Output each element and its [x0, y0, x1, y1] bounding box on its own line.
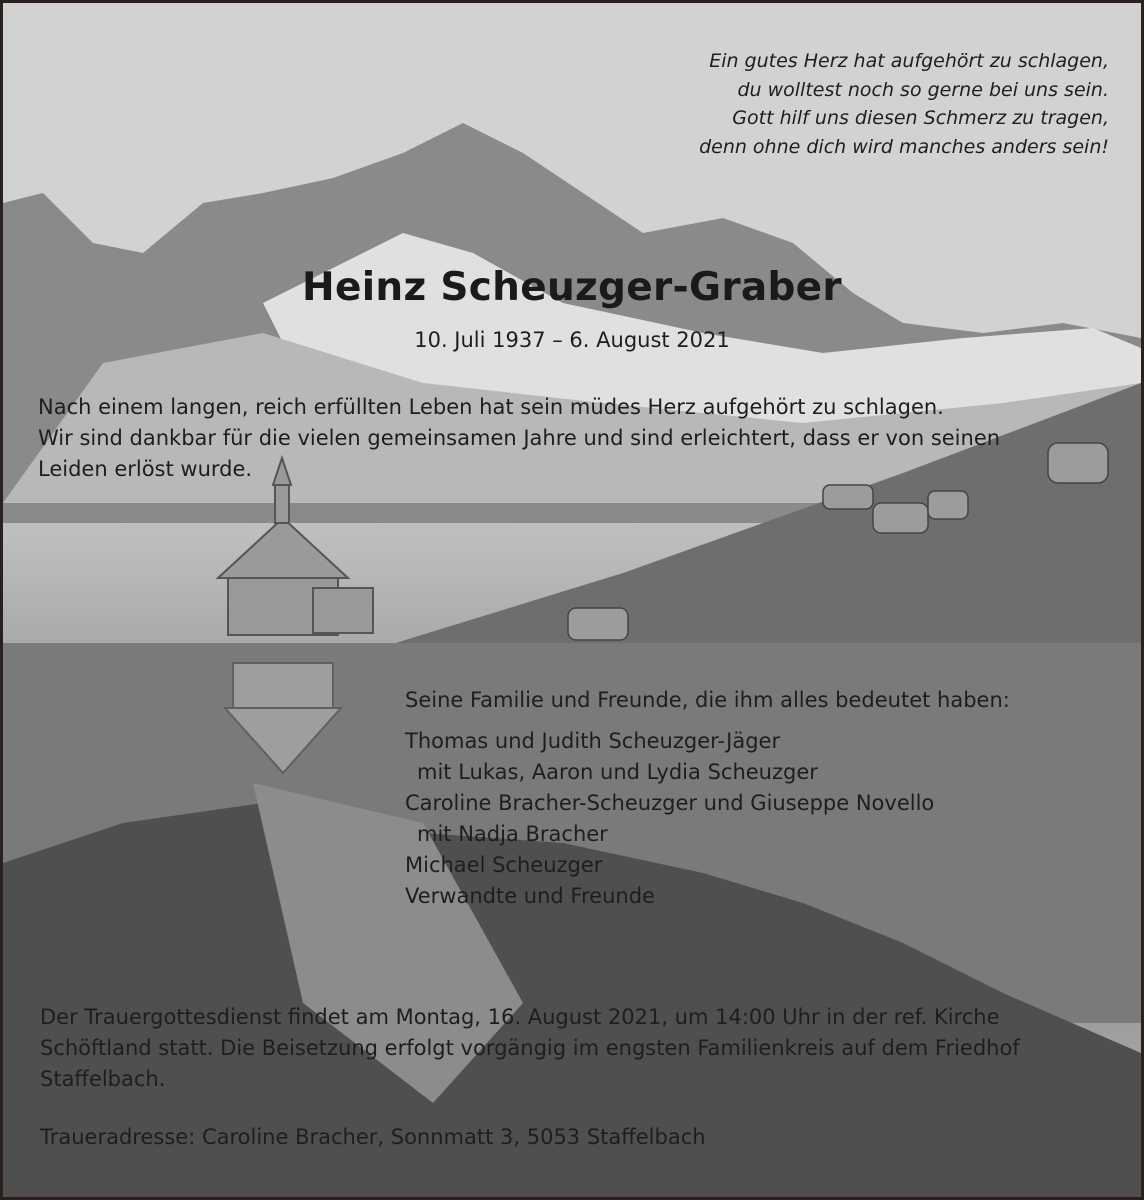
service-line: Staffelbach.	[40, 1067, 166, 1091]
family-member: Michael Scheuzger	[405, 853, 603, 877]
family-member: mit Nadja Bracher	[417, 822, 608, 846]
service-info	[40, 1002, 1115, 1095]
family-list	[405, 685, 1010, 912]
family-member: Thomas und Judith Scheuzger-Jäger	[405, 729, 781, 753]
service-line: Der Trauergottesdienst findet am Montag, 16. August 2021, um 14:00 Uhr in der ref. Kirche	[40, 1005, 1000, 1029]
poem-line: du wolltest noch so gerne bei uns sein.	[737, 78, 1109, 101]
family-member: mit Lukas, Aaron und Lydia Scheuzger	[417, 760, 818, 784]
intro-line: Nach einem langen, reich erfüllten Leben hat sein müdes Herz aufgehört zu schlagen.	[38, 395, 944, 419]
life-dates: 10. Juli 1937 – 6. August 2021	[414, 328, 730, 352]
service-line: Schöftland statt. Die Beisetzung erfolgt vorgängig im engsten Familienkreis auf dem Friedhof	[40, 1036, 1020, 1060]
intro-text	[38, 392, 1098, 485]
family-member: Verwandte und Freunde	[405, 884, 655, 908]
poem-line: Gott hilf uns diesen Schmerz zu tragen,	[732, 107, 1109, 129]
poem	[489, 47, 1109, 161]
deceased-name: Heinz Scheuzger-Graber	[302, 265, 842, 310]
intro-line: Leiden erlöst wurde.	[38, 457, 253, 481]
family-heading: Seine Familie und Freunde, die ihm alles bedeutet haben:	[405, 688, 1010, 712]
poem-line: Ein gutes Herz hat aufgehört zu schlagen,	[709, 50, 1109, 72]
mourning-address: Traueradresse: Caroline Bracher, Sonnmatt 3, 5053 Staffelbach	[40, 1125, 706, 1149]
family-member: Caroline Bracher-Scheuzger und Giuseppe Novello	[405, 791, 935, 815]
intro-line: Wir sind dankbar für die vielen gemeinsamen Jahre und sind erleichtert, dass er von seinen	[38, 426, 1001, 450]
poem-line: denn ohne dich wird manches anders sein!	[699, 135, 1109, 158]
